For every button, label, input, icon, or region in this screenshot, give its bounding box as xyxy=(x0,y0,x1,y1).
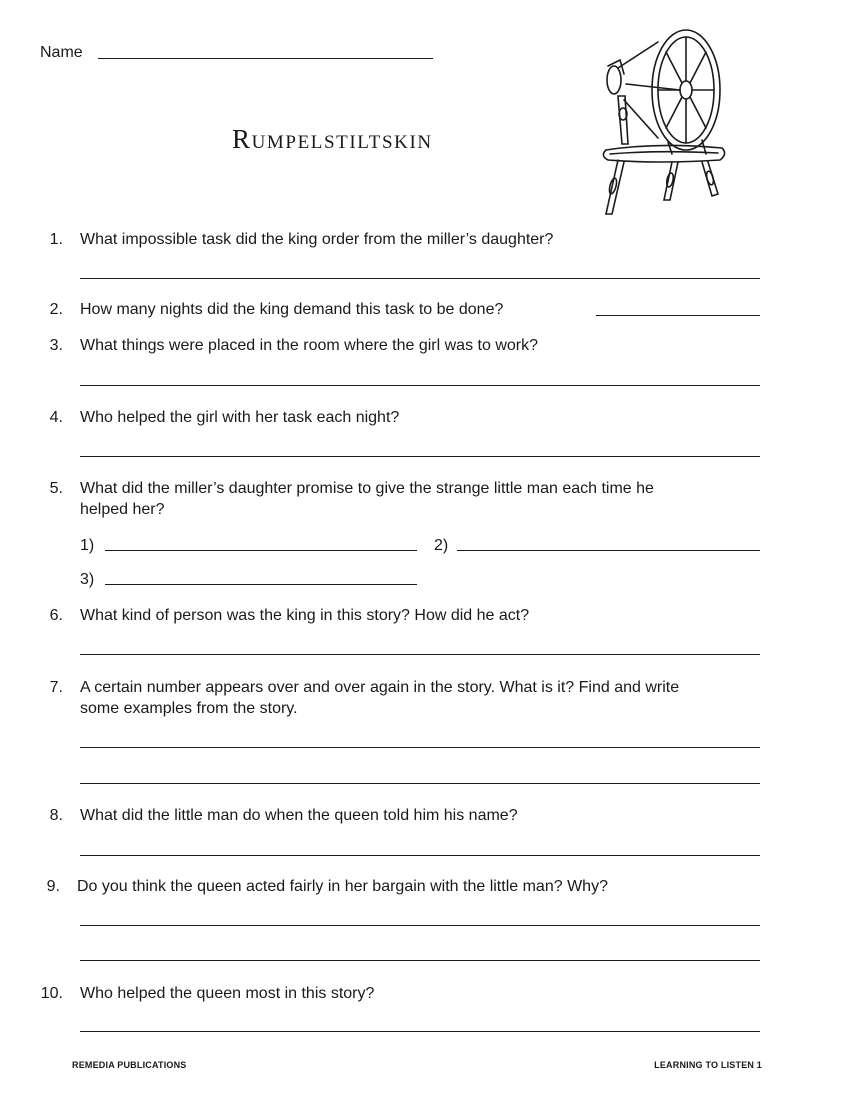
name-answer-line[interactable] xyxy=(98,58,433,59)
question-5-answer-line-1[interactable] xyxy=(105,550,417,551)
page-title: Rumpelstiltskin xyxy=(232,124,433,154)
footer-series: LEARNING TO LISTEN 1 xyxy=(654,1060,762,1070)
question-2-number: 2. xyxy=(49,301,63,318)
question-5-text-line2: helped her? xyxy=(80,501,165,518)
question-2-text: How many nights did the king demand this task to be done? xyxy=(80,301,504,318)
question-4-answer-line[interactable] xyxy=(80,456,760,457)
question-4-number: 4. xyxy=(49,409,63,426)
question-1-answer-line[interactable] xyxy=(80,278,760,279)
question-9-answer-line-2[interactable] xyxy=(80,960,760,961)
question-6-text: What kind of person was the king in this story? How did he act? xyxy=(80,607,530,624)
question-8-text: What did the little man do when the queen told him his name? xyxy=(80,807,518,824)
spinning-wheel-icon xyxy=(598,14,738,220)
question-6-answer-line[interactable] xyxy=(80,654,760,655)
question-1-text: What impossible task did the king order from the miller’s daughter? xyxy=(80,231,554,248)
question-3-answer-line[interactable] xyxy=(80,385,760,386)
question-5-answer-line-3[interactable] xyxy=(105,584,417,585)
footer-publisher: REMEDIA PUBLICATIONS xyxy=(72,1060,187,1070)
question-7-text-line1: A certain number appears over and over again in the story. What is it? Find and write xyxy=(80,679,680,696)
question-7-text-line2: some examples from the story. xyxy=(80,700,298,717)
question-8-answer-line[interactable] xyxy=(80,855,760,856)
question-10-number: 10. xyxy=(40,985,63,1002)
question-5-number: 5. xyxy=(49,480,63,497)
question-7-answer-line-2[interactable] xyxy=(80,783,760,784)
question-4-text: Who helped the girl with her task each night? xyxy=(80,409,400,426)
question-8-number: 8. xyxy=(49,807,63,824)
question-5-answer-line-2[interactable] xyxy=(457,550,760,551)
question-1-number: 1. xyxy=(49,231,63,248)
question-9-answer-line-1[interactable] xyxy=(80,925,760,926)
question-3-number: 3. xyxy=(49,337,63,354)
question-9-number: 9. xyxy=(46,878,60,895)
question-5-text-line1: What did the miller’s daughter promise to give the strange little man each time he xyxy=(80,480,654,497)
question-3-text: What things were placed in the room where the girl was to work? xyxy=(80,337,538,354)
question-7-number: 7. xyxy=(49,679,63,696)
name-label: Name xyxy=(40,44,83,61)
question-7-answer-line-1[interactable] xyxy=(80,747,760,748)
question-9-text: Do you think the queen acted fairly in her bargain with the little man? Why? xyxy=(77,878,608,895)
question-2-answer-line[interactable] xyxy=(596,315,760,316)
question-6-number: 6. xyxy=(49,607,63,624)
question-5-sub-label-2: 2) xyxy=(434,537,449,554)
question-10-answer-line[interactable] xyxy=(80,1031,760,1032)
question-10-text: Who helped the queen most in this story? xyxy=(80,985,375,1002)
question-5-sub-label-1: 1) xyxy=(80,537,95,554)
question-5-sub-label-3: 3) xyxy=(80,571,95,588)
